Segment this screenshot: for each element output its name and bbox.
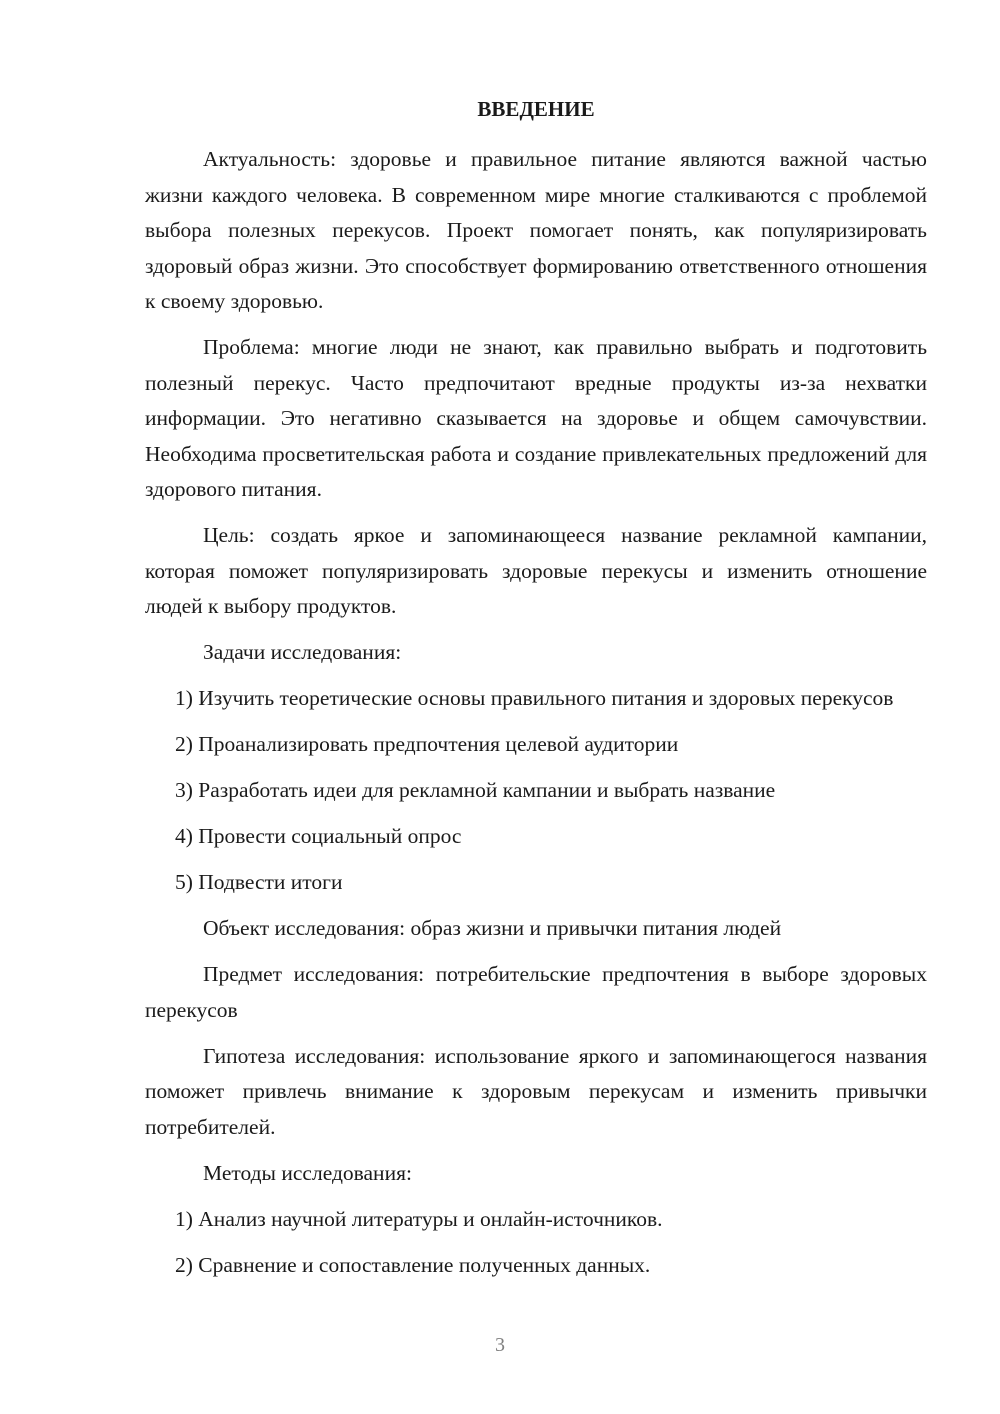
hypothesis-paragraph: Гипотеза исследования: использование яркого и запоминающегося названия поможет привлечь внимание к здоровым перекусам и изменить привычки потребителей. bbox=[145, 1043, 927, 1139]
list-item: 5) Подвести итоги bbox=[175, 870, 343, 894]
object-paragraph: Объект исследования: образ жизни и привычки питания людей bbox=[203, 916, 782, 940]
document-page bbox=[145, 92, 927, 1283]
list-item: 4) Провести социальный опрос bbox=[175, 824, 462, 848]
page-title: ВВЕДЕНИЕ bbox=[477, 97, 595, 121]
list-item: 1) Анализ научной литературы и онлайн-источников. bbox=[175, 1206, 663, 1231]
relevance-paragraph: Актуальность: здоровье и правильное питание являются важной частью жизни каждого человека. В современном мире многие сталкиваются с проблемой выбора полезных перекусов. Проект помогает понять, как популяризировать здоровый образ жизни. Это способствует формированию ответственного отношения к своему здоровью. bbox=[145, 147, 927, 313]
goal-paragraph: Цель: создать яркое и запоминающееся название рекламной кампании, которая поможет популяризировать здоровые перекусы и изменить отношение людей к выбору продуктов. bbox=[145, 523, 927, 618]
methods-heading: Методы исследования: bbox=[203, 1160, 412, 1185]
tasks-heading: Задачи исследования: bbox=[203, 640, 402, 664]
list-item: 1) Изучить теоретические основы правильного питания и здоровых перекусов bbox=[175, 686, 894, 710]
page-number: 3 bbox=[495, 1334, 505, 1356]
list-item: 3) Разработать идеи для рекламной кампании и выбрать название bbox=[175, 778, 776, 802]
problem-paragraph: Проблема: многие люди не знают, как правильно выбрать и подготовить полезный перекус. Часто предпочитают вредные продукты из-за нехватки информации. Это негативно сказывается на здоровье и общем самочувствии. Необходима просветительская работа и создание привлекательных предложений для здорового питания. bbox=[145, 335, 927, 501]
list-item: 2) Сравнение и сопоставление полученных данных. bbox=[175, 1252, 651, 1277]
subject-paragraph: Предмет исследования: потребительские предпочтения в выборе здоровых перекусов bbox=[145, 962, 927, 1022]
list-item: 2) Проанализировать предпочтения целевой аудитории bbox=[175, 732, 679, 756]
